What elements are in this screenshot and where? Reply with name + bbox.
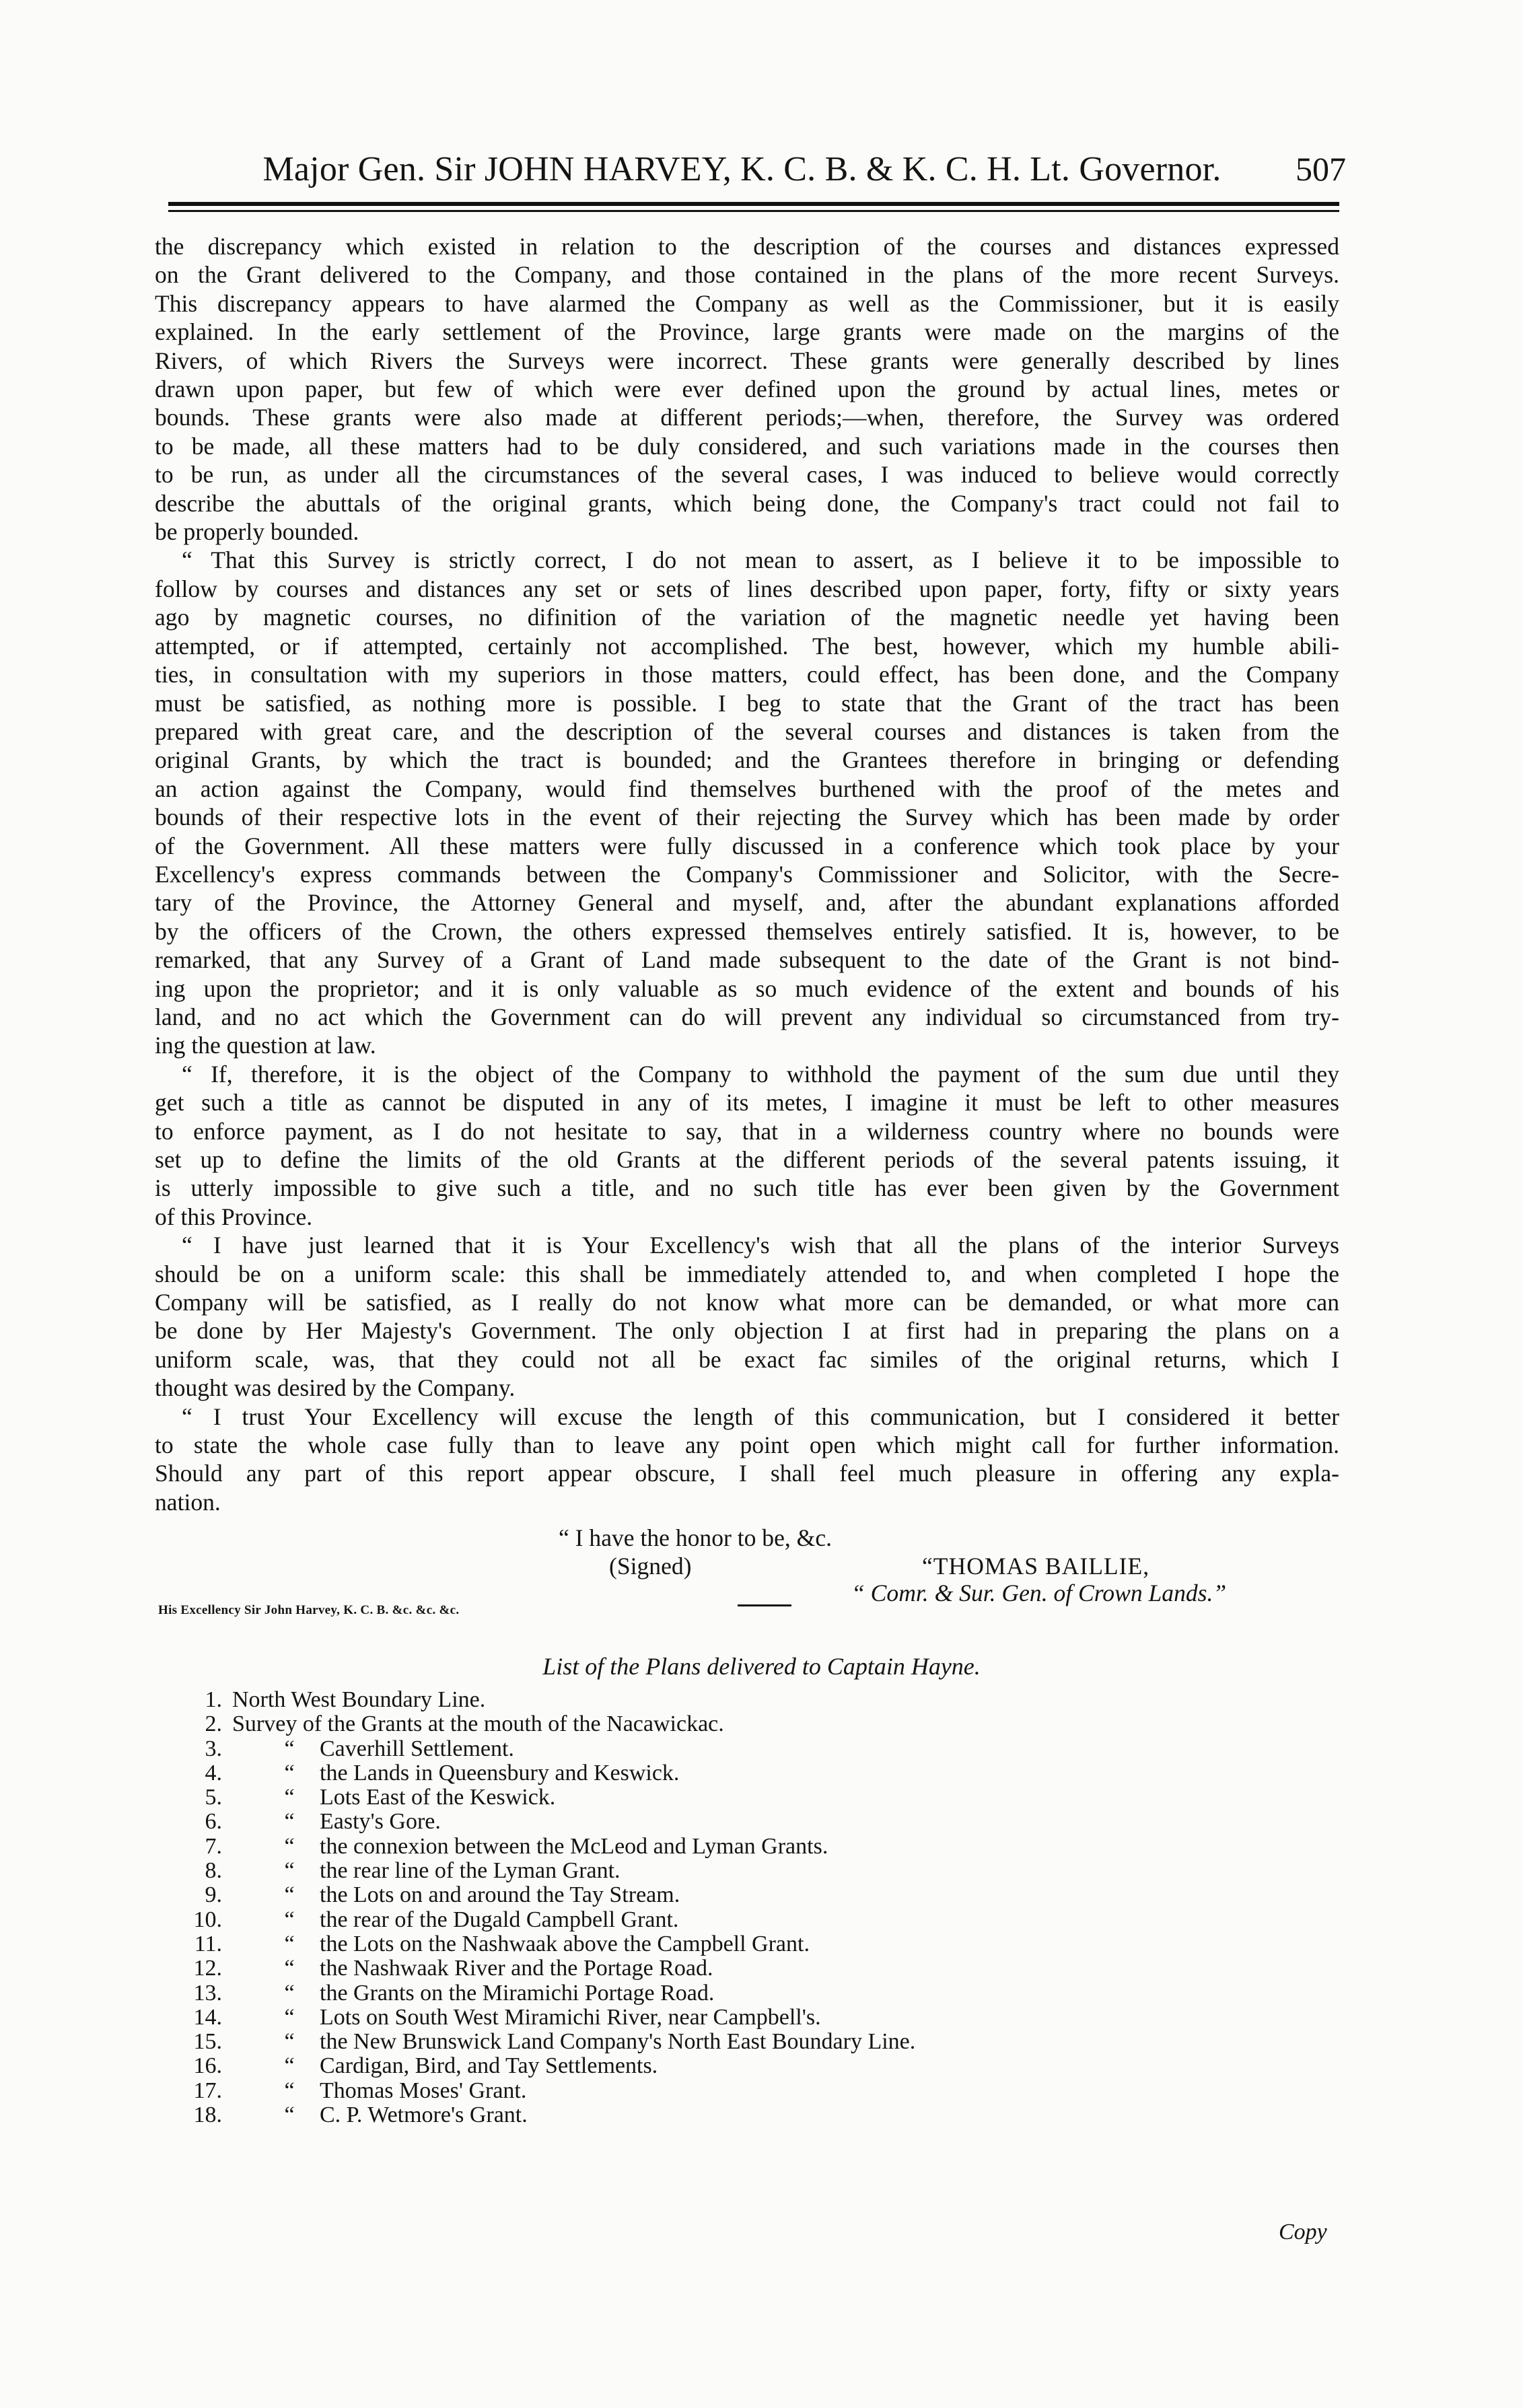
ditto-mark: “ <box>284 1760 295 1785</box>
list-item <box>175 1712 1184 1736</box>
paragraph <box>155 546 1339 1059</box>
text-line: “ I trust Your Excellency will excuse the length of this communication, but I considered it better <box>182 1403 1339 1430</box>
ditto-mark: “ <box>284 1980 295 2006</box>
ditto-mark: “ <box>284 1882 295 1908</box>
item-number: 9. <box>205 1882 222 1908</box>
ditto-mark: “ <box>284 1833 295 1859</box>
text-line: get such a title as cannot be disputed in any of its metes, I imagine it must be left to other measures <box>155 1089 1339 1117</box>
text-line: This discrepancy appears to have alarmed the Company as well as the Commissioner, but it is easily <box>155 289 1339 317</box>
text-line: ties, in consultation with my superiors in those matters, could effect, has been done, and the Company <box>155 661 1339 688</box>
signatory-name: “THOMAS BAILLIE, <box>922 1553 1150 1580</box>
item-number: 3. <box>205 1736 222 1761</box>
item-text: the Grants on the Miramichi Portage Road. <box>320 1980 715 2006</box>
text-line: to state the whole case fully than to leave any point open which might call for further information. <box>155 1431 1339 1459</box>
text-line: is utterly impossible to give such a title, and no such title has ever been given by the Government <box>155 1174 1339 1202</box>
text-line: ing the question at law. <box>155 1032 376 1059</box>
ditto-mark: “ <box>284 1907 295 1932</box>
text-line: original Grants, by which the tract is bounded; and the Grantees therefore in bringing or defending <box>155 746 1339 774</box>
item-number: 7. <box>205 1833 222 1859</box>
text-line: “ If, therefore, it is the object of the Company to withhold the payment of the sum due until they <box>182 1060 1339 1088</box>
paragraph <box>155 1231 1339 1402</box>
addressee: His Excellency Sir John Harvey, K. C. B. &c. &c. &c. <box>158 1603 460 1617</box>
list-item <box>175 2006 1184 2030</box>
list-item <box>175 1761 1184 1785</box>
text-line: explained. In the early settlement of the Province, large grants were made on the margins of the <box>155 318 1339 346</box>
item-text: Survey of the Grants at the mouth of the Nacawickac. <box>232 1711 724 1737</box>
item-text: the Lands in Queensbury and Keswick. <box>320 1760 680 1785</box>
ditto-mark: “ <box>284 1858 295 1884</box>
ditto-mark: “ <box>284 2053 295 2079</box>
list-item <box>175 2054 1184 2078</box>
text-line: prepared with great care, and the description of the several courses and distances is taken from the <box>155 717 1339 745</box>
ditto-mark: “ <box>284 1736 295 1761</box>
ditto-mark: “ <box>284 1785 295 1810</box>
text-line: should be on a uniform scale: this shall be immediately attended to, and when completed I hope the <box>155 1260 1339 1287</box>
list-item <box>175 1932 1184 1956</box>
item-number: 2. <box>205 1711 222 1737</box>
list-item <box>175 1688 1184 1712</box>
text-line: land, and no act which the Government can do will prevent any individual so circumstanced from try- <box>155 1003 1339 1030</box>
text-line: nation. <box>155 1488 221 1516</box>
closing-salutation: “ I have the honor to be, &c. <box>559 1524 833 1551</box>
item-number: 15. <box>193 2029 222 2055</box>
item-number: 4. <box>205 1760 222 1785</box>
text-line: be done by Her Majesty's Government. The only objection I at first had in preparing the plans on a <box>155 1317 1339 1345</box>
text-line: tary of the Province, the Attorney General and myself, and, after the abundant explanations afforded <box>155 889 1339 917</box>
item-text: the Nashwaak River and the Portage Road. <box>320 1956 713 1981</box>
ditto-mark: “ <box>284 2078 295 2103</box>
item-text: Cardigan, Bird, and Tay Settlements. <box>320 2053 658 2079</box>
text-line: drawn upon paper, but few of which were ever defined upon the ground by actual lines, metes or <box>155 376 1339 403</box>
list-item <box>175 1859 1184 1883</box>
text-line: bounds. These grants were also made at different periods;—when, therefore, the Survey was ordered <box>155 404 1339 431</box>
letter-body <box>155 232 1339 1516</box>
text-line: ing upon the proprietor; and it is only valuable as so much evidence of the extent and bounds of his <box>155 975 1339 1002</box>
header-rule-thin <box>168 210 1339 212</box>
page-number: 507 <box>1296 150 1346 188</box>
text-line: “ I have just learned that it is Your Excellency's wish that all the plans of the interior Surveys <box>182 1232 1339 1259</box>
item-text: North West Boundary Line. <box>232 1687 486 1712</box>
text-line: set up to define the limits of the old Grants at the different periods of the several patents issuing, it <box>155 1146 1339 1173</box>
text-line: on the Grant delivered to the Company, and those contained in the plans of the more recent Surveys. <box>155 261 1339 289</box>
ditto-mark: “ <box>284 2004 295 2030</box>
item-text: Easty's Gore. <box>320 1809 441 1835</box>
text-line: remarked, that any Survey of a Grant of Land made subsequent to the date of the Grant is not bind- <box>155 946 1339 974</box>
plans-list <box>175 1688 1184 2127</box>
catchword: Copy <box>1279 2220 1327 2244</box>
text-line: uniform scale, was, that they could not all be exact fac similes of the original returns, which I <box>155 1345 1339 1373</box>
text-line: Company will be satisfied, as I really do not know what more can be demanded, or what more can <box>155 1289 1339 1316</box>
item-number: 14. <box>193 2004 222 2030</box>
ditto-mark: “ <box>284 1956 295 1981</box>
item-text: the rear of the Dugald Campbell Grant. <box>320 1907 679 1932</box>
list-item <box>175 1785 1184 1810</box>
ditto-mark: “ <box>284 2029 295 2055</box>
paragraph <box>155 232 1339 546</box>
item-text: Lots on South West Miramichi River, near Campbell's. <box>320 2004 821 2030</box>
ditto-mark: “ <box>284 1931 295 1956</box>
item-text: the Lots on the Nashwaak above the Campbell Grant. <box>320 1931 810 1956</box>
running-header <box>202 149 1346 197</box>
item-number: 13. <box>193 1980 222 2006</box>
header-rule-thick <box>168 202 1339 206</box>
text-line: Excellency's express commands between the Company's Commissioner and Solicitor, with the Secre- <box>155 860 1339 888</box>
item-text: C. P. Wetmore's Grant. <box>320 2102 528 2128</box>
text-line: be properly bounded. <box>155 518 359 546</box>
signed-label: (Signed) <box>609 1553 692 1580</box>
list-item <box>175 1981 1184 2006</box>
list-item <box>175 1883 1184 1907</box>
item-text: the Lots on and around the Tay Stream. <box>320 1882 680 1908</box>
text-line: an action against the Company, would find themselves burthened with the proof of the metes and <box>155 775 1339 802</box>
item-number: 11. <box>194 1931 222 1956</box>
item-text: Caverhill Settlement. <box>320 1736 514 1761</box>
text-line: bounds of their respective lots in the event of their rejecting the Survey which has been made by order <box>155 804 1339 831</box>
text-line: the discrepancy which existed in relation to the description of the courses and distances expressed <box>155 233 1339 260</box>
text-line: to be made, all these matters had to be duly considered, and such variations made in the courses then <box>155 432 1339 460</box>
list-item <box>175 2103 1184 2127</box>
signatory-title: “ Comr. & Sur. Gen. of Crown Lands.” <box>851 1580 1227 1606</box>
item-number: 5. <box>205 1785 222 1810</box>
item-number: 17. <box>193 2078 222 2103</box>
text-line: thought was desired by the Company. <box>155 1374 516 1402</box>
running-title: Major Gen. Sir JOHN HARVEY, K. C. B. & K. C. H. Lt. Governor. <box>262 150 1221 188</box>
text-line: attempted, or if attempted, certainly not accomplished. The best, however, which my humble abili- <box>155 632 1339 660</box>
text-line: Should any part of this report appear obscure, I shall feel much pleasure in offering any expla- <box>155 1460 1339 1487</box>
text-line: of the Government. All these matters were fully discussed in a conference which took place by your <box>155 832 1339 859</box>
list-item <box>175 2030 1184 2054</box>
item-text: Thomas Moses' Grant. <box>320 2078 527 2103</box>
ditto-mark: “ <box>284 1809 295 1835</box>
item-number: 10. <box>193 1907 222 1932</box>
section-divider <box>738 1604 791 1606</box>
item-text: the rear line of the Lyman Grant. <box>320 1858 621 1884</box>
list-item <box>175 1835 1184 1859</box>
list-item <box>175 1956 1184 1981</box>
text-line: describe the abuttals of the original grants, which being done, the Company's tract could not fail to <box>155 489 1339 517</box>
item-number: 1. <box>205 1687 222 1712</box>
text-line: must be satisfied, as nothing more is possible. I beg to state that the Grant of the tract has been <box>155 689 1339 717</box>
text-line: to be run, as under all the circumstances of the several cases, I was induced to believe would correctly <box>155 461 1339 489</box>
text-line: follow by courses and distances any set or sets of lines described upon paper, forty, fifty or sixty years <box>155 575 1339 602</box>
text-line: of this Province. <box>155 1203 313 1230</box>
item-text: the connexion between the McLeod and Lyman Grants. <box>320 1833 828 1859</box>
item-text: the New Brunswick Land Company's North East Boundary Line. <box>320 2029 916 2055</box>
ditto-mark: “ <box>284 2102 295 2128</box>
text-line: Rivers, of which Rivers the Surveys were incorrect. These grants were generally described by lines <box>155 347 1339 374</box>
plans-list-title: List of the Plans delivered to Captain Hayne. <box>542 1653 981 1680</box>
item-number: 8. <box>205 1858 222 1884</box>
item-number: 6. <box>205 1809 222 1835</box>
text-line: ago by magnetic courses, no difinition of the variation of the magnetic needle yet having been <box>155 604 1339 631</box>
text-line: “ That this Survey is strictly correct, I do not mean to assert, as I believe it to be impossible to <box>182 546 1339 574</box>
list-item <box>175 1908 1184 1932</box>
text-line: by the officers of the Crown, the others expressed themselves entirely satisfied. It is, however, to be <box>155 917 1339 945</box>
item-number: 12. <box>193 1956 222 1981</box>
paragraph <box>155 1060 1339 1231</box>
paragraph <box>155 1403 1339 1517</box>
list-item <box>175 1810 1184 1834</box>
list-item <box>175 1737 1184 1761</box>
item-text: Lots East of the Keswick. <box>320 1785 556 1810</box>
item-number: 16. <box>193 2053 222 2079</box>
list-item <box>175 2079 1184 2103</box>
item-number: 18. <box>193 2102 222 2128</box>
text-line: to enforce payment, as I do not hesitate to say, that in a wilderness country where no bounds were <box>155 1117 1339 1145</box>
